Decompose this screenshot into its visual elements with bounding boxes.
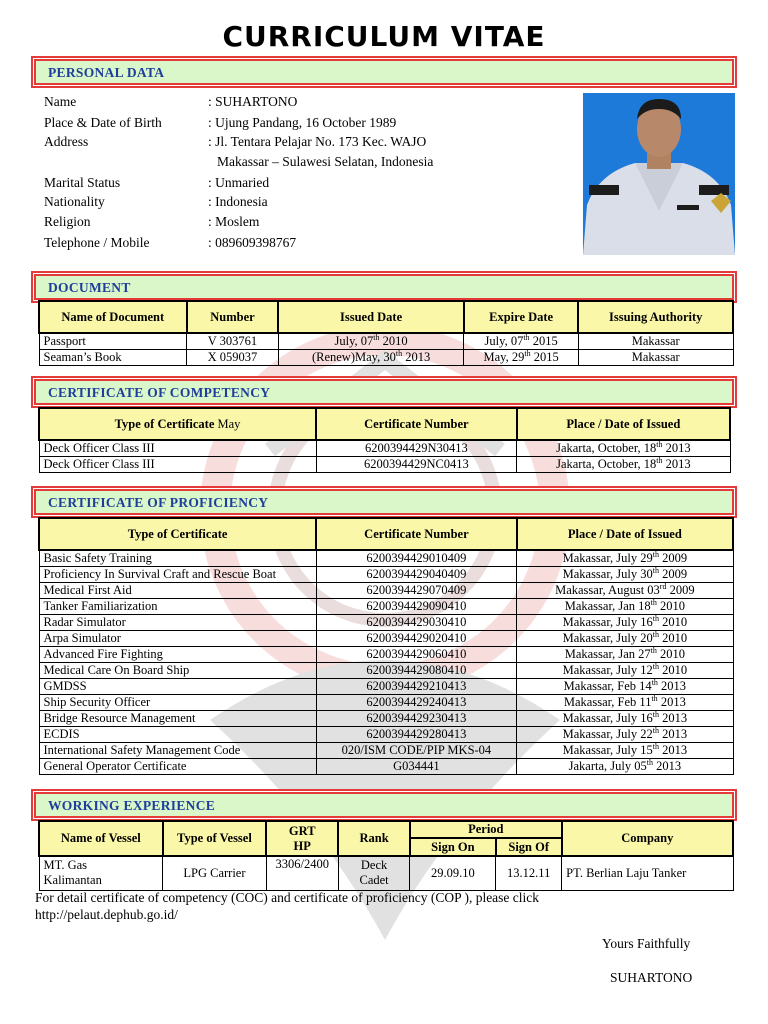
document-expire-date: July, 07th 2015 xyxy=(464,333,579,350)
certificate-place-date: Makassar, Jan 18th 2010 xyxy=(517,599,733,615)
certificate-number: 6200394429070409 xyxy=(316,583,517,599)
proficiency-rows xyxy=(39,550,733,775)
section-experience-label: WORKING EXPERIENCE xyxy=(48,798,216,813)
table-header-row xyxy=(39,301,733,333)
certificate-type: GMDSS xyxy=(39,679,316,695)
certificate-type: Deck Officer Class III xyxy=(39,457,316,473)
table-row xyxy=(39,615,733,631)
personal-value: : Moslem xyxy=(208,214,260,229)
table-header-row xyxy=(39,408,730,440)
certificate-number: 6200394429020410 xyxy=(316,631,517,647)
table-row xyxy=(39,550,733,567)
document-number: V 303761 xyxy=(187,333,279,350)
certificate-number: 6200394429NC0413 xyxy=(316,457,517,473)
page-title: CURRICULUM VITAE xyxy=(222,20,546,53)
certificate-type: Medical Care On Board Ship xyxy=(39,663,316,679)
personal-label: Marital Status xyxy=(44,175,121,190)
document-name: Passport xyxy=(39,333,187,350)
certificate-number: 6200394429040409 xyxy=(316,567,517,583)
certificate-type: Basic Safety Training xyxy=(39,550,316,567)
personal-label: Address xyxy=(44,134,89,149)
section-experience xyxy=(34,792,734,818)
certificate-number: 6200394429060410 xyxy=(316,647,517,663)
profile-photo xyxy=(583,93,735,255)
closing-text: Yours Faithfully xyxy=(602,936,691,951)
personal-value: : 089609398767 xyxy=(208,235,297,250)
table-row xyxy=(39,333,733,350)
certificate-type: International Safety Management Code xyxy=(39,743,316,759)
document-number: X 059037 xyxy=(187,350,279,366)
certificate-type: Tanker Familiarization xyxy=(39,599,316,615)
certificate-number: G034441 xyxy=(316,759,517,775)
certificate-place-date: Makassar, Feb 14th 2013 xyxy=(517,679,733,695)
certificate-type: Radar Simulator xyxy=(39,615,316,631)
person-portrait-icon xyxy=(583,93,735,255)
certificate-type: Advanced Fire Fighting xyxy=(39,647,316,663)
column-header: Place / Date of Issued xyxy=(517,408,730,440)
table-row xyxy=(39,759,733,775)
certificate-place-date: Makassar, July 16th 2010 xyxy=(517,615,733,631)
certificate-place-date: Jakarta, October, 18th 2013 xyxy=(517,440,730,457)
table-row xyxy=(39,440,730,457)
section-document xyxy=(34,274,734,300)
certificate-number: 6200394429N30413 xyxy=(316,440,517,457)
section-proficiency xyxy=(34,489,734,515)
certificate-type: General Operator Certificate xyxy=(39,759,316,775)
personal-value: : Indonesia xyxy=(208,194,268,209)
certificate-number: 6200394429210413 xyxy=(316,679,517,695)
personal-value-continued: Makassar – Sulawesi Selatan, Indonesia xyxy=(217,154,434,169)
certificate-number: 6200394429230413 xyxy=(316,711,517,727)
column-header: Period xyxy=(410,821,562,838)
sign-off-date: 13.12.11 xyxy=(496,856,562,890)
table-row xyxy=(39,583,733,599)
vessel-type: LPG Carrier xyxy=(163,856,267,890)
certificate-place-date: Makassar, July 16th 2013 xyxy=(517,711,733,727)
certificate-place-date: Jakarta, October, 18th 2013 xyxy=(517,457,730,473)
column-header: Certificate Number xyxy=(316,408,517,440)
personal-label: Place & Date of Birth xyxy=(44,115,162,130)
column-header: Certificate Number xyxy=(316,518,517,550)
column-header: Sign On xyxy=(410,838,496,856)
table-row xyxy=(39,599,733,615)
table-row xyxy=(39,743,733,759)
column-header: Name of Vessel xyxy=(39,821,163,856)
table-row xyxy=(39,856,733,890)
column-header: GRT HP xyxy=(266,821,338,856)
table-row xyxy=(39,679,733,695)
competency-table xyxy=(38,407,731,473)
table-row xyxy=(39,457,730,473)
section-competency xyxy=(34,379,734,405)
certificate-number: 6200394429090410 xyxy=(316,599,517,615)
column-header: Place / Date of Issued xyxy=(517,518,733,550)
certificate-number: 6200394429280413 xyxy=(316,727,517,743)
document-table xyxy=(38,300,734,366)
table-row xyxy=(39,695,733,711)
document-authority: Makassar xyxy=(578,350,733,366)
company-name: PT. Berlian Laju Tanker xyxy=(562,856,733,890)
certificate-number: 6200394429030410 xyxy=(316,615,517,631)
certificate-number: 6200394429010409 xyxy=(316,550,517,567)
certificate-type: Proficiency In Survival Craft and Rescue Boat xyxy=(39,567,316,583)
certificate-type: Arpa Simulator xyxy=(39,631,316,647)
certificate-place-date: Jakarta, July 05th 2013 xyxy=(517,759,733,775)
certificate-number: 6200394429240413 xyxy=(316,695,517,711)
column-header: Issued Date xyxy=(278,301,463,333)
column-header: Rank xyxy=(338,821,410,856)
column-header: Company xyxy=(562,821,733,856)
vessel-grt: 3306/2400 xyxy=(266,856,338,890)
table-row xyxy=(39,647,733,663)
column-header: Type of Certificate xyxy=(39,518,316,550)
section-personal-data xyxy=(34,59,734,85)
section-personal-data-label: PERSONAL DATA xyxy=(48,65,165,80)
certificate-place-date: Makassar, August 03rd 2009 xyxy=(517,583,733,599)
sign-on-date: 29.09.10 xyxy=(410,856,496,890)
certificate-type: Medical First Aid xyxy=(39,583,316,599)
table-row xyxy=(39,631,733,647)
personal-label: Nationality xyxy=(44,194,105,209)
detail-note: For detail certificate of competency (COC) and certificate of proficiency (COP ), please click xyxy=(35,890,540,905)
certificate-place-date: Makassar, Jan 27th 2010 xyxy=(517,647,733,663)
personal-value: : Jl. Tentara Pelajar No. 173 Kec. WAJO xyxy=(208,134,427,149)
certificate-type: Deck Officer Class III xyxy=(39,440,316,457)
section-document-label: DOCUMENT xyxy=(48,280,131,295)
certificate-place-date: Makassar, July 12th 2010 xyxy=(517,663,733,679)
proficiency-table xyxy=(38,517,734,775)
certificate-type: ECDIS xyxy=(39,727,316,743)
table-row xyxy=(39,350,733,366)
column-header: Name of Document xyxy=(39,301,187,333)
column-header: Type of Certificate May xyxy=(39,408,316,440)
personal-value: : Unmaried xyxy=(208,175,270,190)
section-competency-label: CERTIFICATE OF COMPETENCY xyxy=(48,385,271,400)
table-row xyxy=(39,663,733,679)
column-header: Issuing Authority xyxy=(578,301,733,333)
section-proficiency-label: CERTIFICATE OF PROFICIENCY xyxy=(48,495,269,510)
table-header-row xyxy=(39,518,733,550)
certificate-place-date: Makassar, July 22th 2013 xyxy=(517,727,733,743)
personal-label: Religion xyxy=(44,214,91,229)
personal-value: : SUHARTONO xyxy=(208,94,298,109)
personal-label: Name xyxy=(44,94,77,109)
vessel-name: MT. Gas Kalimantan xyxy=(39,856,163,890)
certificate-place-date: Makassar, Feb 11th 2013 xyxy=(517,695,733,711)
table-row xyxy=(39,567,733,583)
detail-link[interactable]: http://pelaut.dephub.go.id/ xyxy=(35,907,178,922)
signature-name: SUHARTONO xyxy=(610,970,693,985)
certificate-place-date: Makassar, July 15th 2013 xyxy=(517,743,733,759)
table-header-row xyxy=(39,821,733,838)
document-name: Seaman’s Book xyxy=(39,350,187,366)
table-row xyxy=(39,727,733,743)
experience-table xyxy=(38,820,734,891)
certificate-place-date: Makassar, July 20th 2010 xyxy=(517,631,733,647)
document-authority: Makassar xyxy=(578,333,733,350)
personal-label: Telephone / Mobile xyxy=(44,235,150,250)
document-issued-date: (Renew)May, 30th 2013 xyxy=(278,350,463,366)
document-issued-date: July, 07th 2010 xyxy=(278,333,463,350)
certificate-number: 6200394429080410 xyxy=(316,663,517,679)
column-header: Type of Vessel xyxy=(163,821,267,856)
column-header: Expire Date xyxy=(464,301,579,333)
vessel-rank: Deck Cadet xyxy=(338,856,410,890)
column-header: Sign Of xyxy=(496,838,562,856)
certificate-place-date: Makassar, July 30th 2009 xyxy=(517,567,733,583)
certificate-place-date: Makassar, July 29th 2009 xyxy=(517,550,733,567)
column-header: Number xyxy=(187,301,279,333)
certificate-number: 020/ISM CODE/PIP MKS-04 xyxy=(316,743,517,759)
certificate-type: Bridge Resource Management xyxy=(39,711,316,727)
document-expire-date: May, 29th 2015 xyxy=(464,350,579,366)
certificate-type: Ship Security Officer xyxy=(39,695,316,711)
personal-value: : Ujung Pandang, 16 October 1989 xyxy=(208,115,397,130)
table-row xyxy=(39,711,733,727)
